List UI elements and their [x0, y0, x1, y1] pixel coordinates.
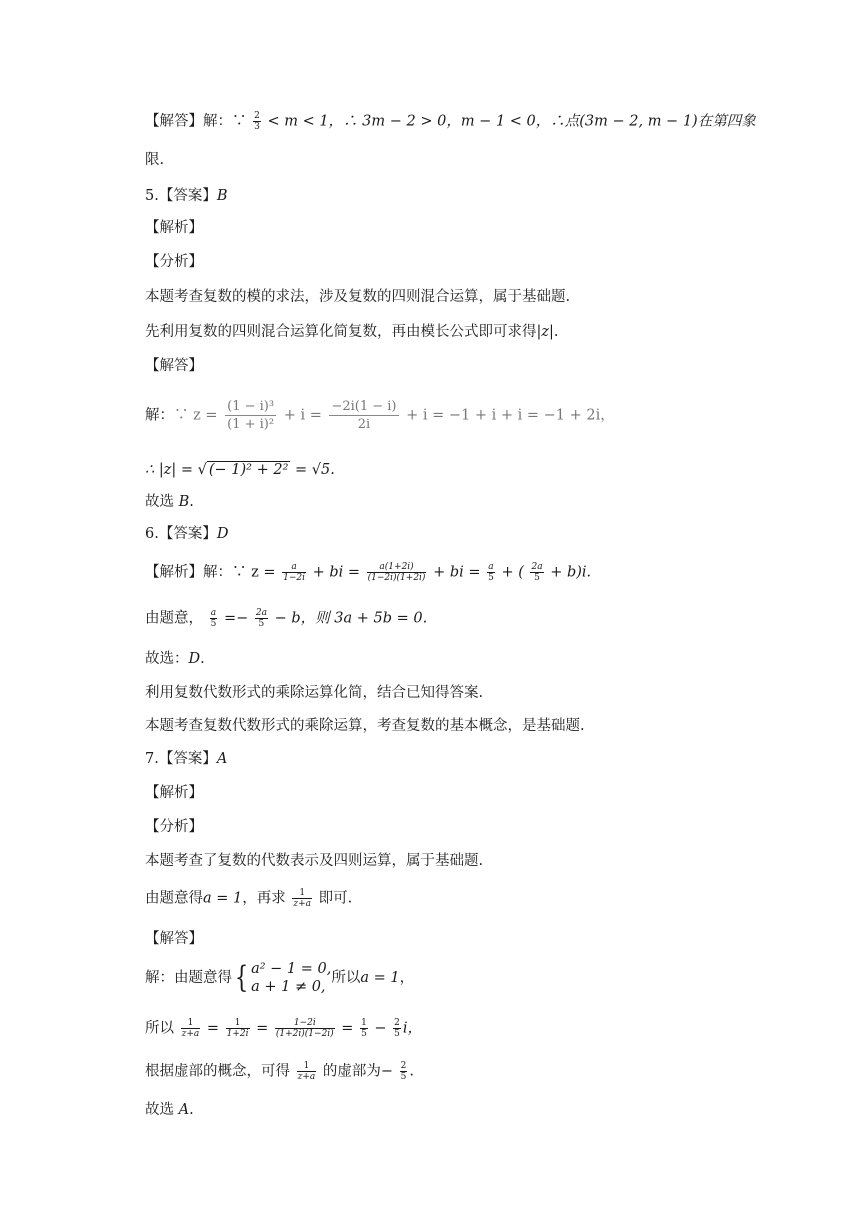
- solution-line-q4-end: 限.: [145, 152, 165, 168]
- fraction-2-3: $\frac{2}{3}$: [254, 111, 260, 132]
- brace-icon: {: [234, 960, 249, 995]
- q5-solution-equation: 解：∵ z = $\frac{\text{(1 − i)³}}{\text{(1 + i)²}}$ + i = $\frac{-2i(1 - i)}{2i}$ + i = −1 + i + i = −1 + 2i，: [145, 399, 615, 432]
- q7-choose: 故选 A.: [145, 1102, 194, 1118]
- q5-jieda: 【解答】: [145, 358, 203, 374]
- fraction-2: $\frac{-2i(1 - i)}{2i}$: [331, 399, 397, 432]
- q5-answer: 5.【答案】B: [145, 188, 228, 204]
- q6-choose: 故选：D.: [145, 651, 205, 667]
- q5-modulus: ∴ |z| = √ (− 1)² + 2² = √5.: [145, 462, 335, 478]
- q6-text2: 本题考查复数代数形式的乘除运算，考查复数的基本概念，是基础题.: [145, 718, 585, 734]
- q7-answer: 7.【答案】A: [145, 751, 228, 767]
- fraction-1: $\frac{\text{(1 − i)³}}{\text{(1 + i)²}}$: [227, 399, 275, 432]
- q5-text1: 本题考查复数的模的求法，涉及复数的四则混合运算，属于基础题.: [145, 289, 571, 305]
- q5-jiexi: 【解析】: [145, 220, 203, 236]
- q6-answer: 6.【答案】D: [145, 526, 229, 542]
- q7-fenxi: 【分析】: [145, 819, 203, 835]
- q6-jiexi-equation: 【解析】解：∵ z = $\frac{a}{1-2i}$ + bi = $\frac{a(1+2i)}{(1-2i)(1+2i)}$ + bi = $\frac{a}{5}$ + ( $\frac{2a}{5}$ + b)i.: [145, 562, 592, 583]
- q7-text1: 本题考查了复数的代数表示及四则运算，属于基础题.: [145, 853, 484, 869]
- q7-computation: 所以 $\frac{1}{z+a}$ = $\frac{1}{1+2i}$ = $\frac{1-2i}{(1+2i)(1-2i)}$ = $\frac{1}{5}$ − $\frac{2}{5}$ i，: [145, 1018, 423, 1039]
- q6-condition: 由题意， $\frac{a}{5}$ =− $\frac{2a}{5}$ − b，则 3a + 5b = 0.: [145, 608, 428, 629]
- q7-jieda: 【解答】: [145, 931, 203, 947]
- q6-text1: 利用复数代数形式的乘除运算化简，结合已知得答案.: [145, 685, 484, 701]
- q7-jiexi: 【解析】: [145, 785, 203, 801]
- q5-fenxi: 【分析】: [145, 254, 203, 270]
- q5-text2: 先利用复数的四则混合运算化简复数，再由模长公式即可求得|z|.: [145, 324, 559, 340]
- solution-line-q4: 【解答】解：∵ $\frac{2}{3}$ < m < 1，∴ 3m − 2 > 0，m − 1 < 0，∴点(3m − 2, m − 1)在第四象: [145, 111, 756, 132]
- q5-choose: 故选 B.: [145, 494, 194, 510]
- q7-text2: 由题意得a = 1，再求 $\frac{1}{z+a}$ 即可.: [145, 888, 353, 909]
- q7-imaginary-part: 根据虚部的概念，可得 $\frac{1}{z+a}$ 的虚部为− $\frac{2}{5}$ .: [145, 1061, 414, 1082]
- q7-system: 解：由题意得{ a² − 1 = 0, a + 1 ≠ 0, 所以a = 1，: [145, 960, 415, 995]
